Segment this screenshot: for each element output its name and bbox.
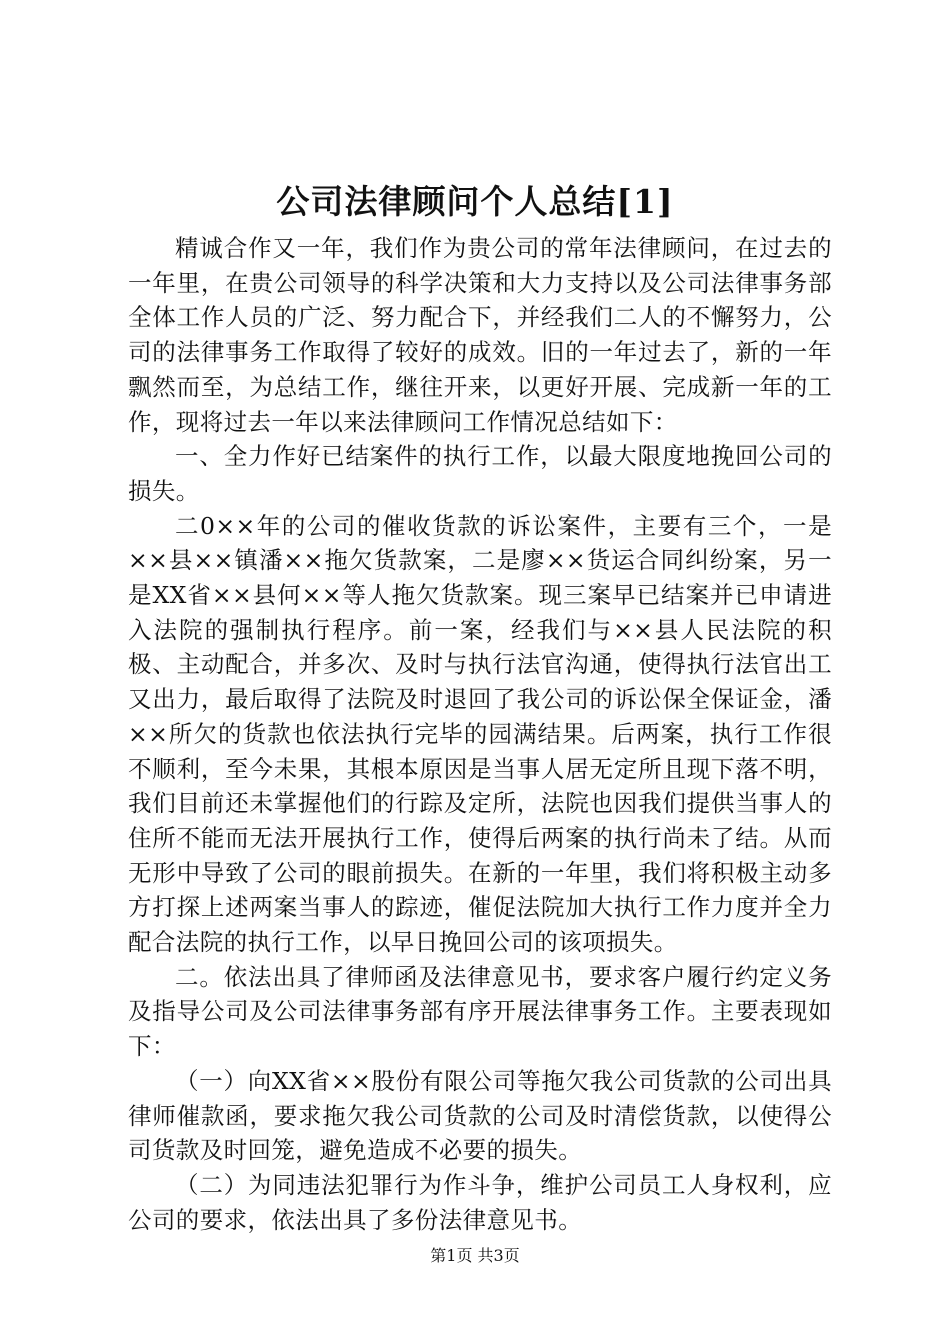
paragraph-section-1-heading: 一、全力作好已结案件的执行工作，以最大限度地挽回公司的损失。 [128,442,832,505]
paragraph-item-2: （二）为同违法犯罪行为作斗争，维护公司员工人身权利，应公司的要求，依法出具了多份法律意见书。 [128,1170,832,1234]
paragraph-litigation-cases: 二0××年的公司的催收货款的诉讼案件，主要有三个，一是××县××镇潘××拖欠货款案，二是廖××货运合同纠纷案，另一是XX省××县何××等人拖欠货款案。现三案早已结案并已申请进入法院的强制执行程序。前一案，经我们与××县人民法院的积极、主动配合，并多次、及时与执行法官沟通，使得执行法官出工又出力，最后取得了法院及时退回了我公司的诉讼保全保证金，潘××所欠的货款也依法执行完毕的园满结果。后两案，执行工作很不顺利，至今未果，其根本原因是当事人居无定所且现下落不明，我们目前还未掌握他们的行踪及定所，法院也因我们提供当事人的住所不能而无法开展执行工作，使得后两案的执行尚未了结。从而无形中导致了公司的眼前损失。在新的一年里，我们将积极主动多方打探上述两案当事人的踪迹，催促法院加大执行工作力度并全力配合法院的执行工作，以早日挽回公司的该项损失。 [128,511,832,957]
paragraph-intro: 精诚合作又一年，我们作为贵公司的常年法律顾问，在过去的一年里，在贵公司领导的科学决策和大力支持以及公司法律事务部全体工作人员的广泛、努力配合下，并经我们二人的不懈努力，公司的法律事务工作取得了较好的成效。旧的一年过去了，新的一年飘然而至，为总结工作，继往开来，以更好开展、完成新一年的工作，现将过去一年以来法律顾问工作情况总结如下： [128,234,832,436]
document-body [128,231,832,1237]
page-footer: 第1页 共3页 [430,1246,520,1265]
paragraph-section-2-heading: 二。依法出具了律师函及法律意见书，要求客户履行约定义务及指导公司及公司法律事务部有序开展法律事务工作。主要表现如下： [128,962,832,1061]
paragraph-item-1: （一）向XX省××股份有限公司等拖欠我公司货款的公司出具律师催款函，要求拖欠我公司货款的公司及时清偿货款，以使得公司货款及时回笼，避免造成不必要的损失。 [128,1066,832,1165]
document-title: 公司法律顾问个人总结[1] [276,182,674,221]
